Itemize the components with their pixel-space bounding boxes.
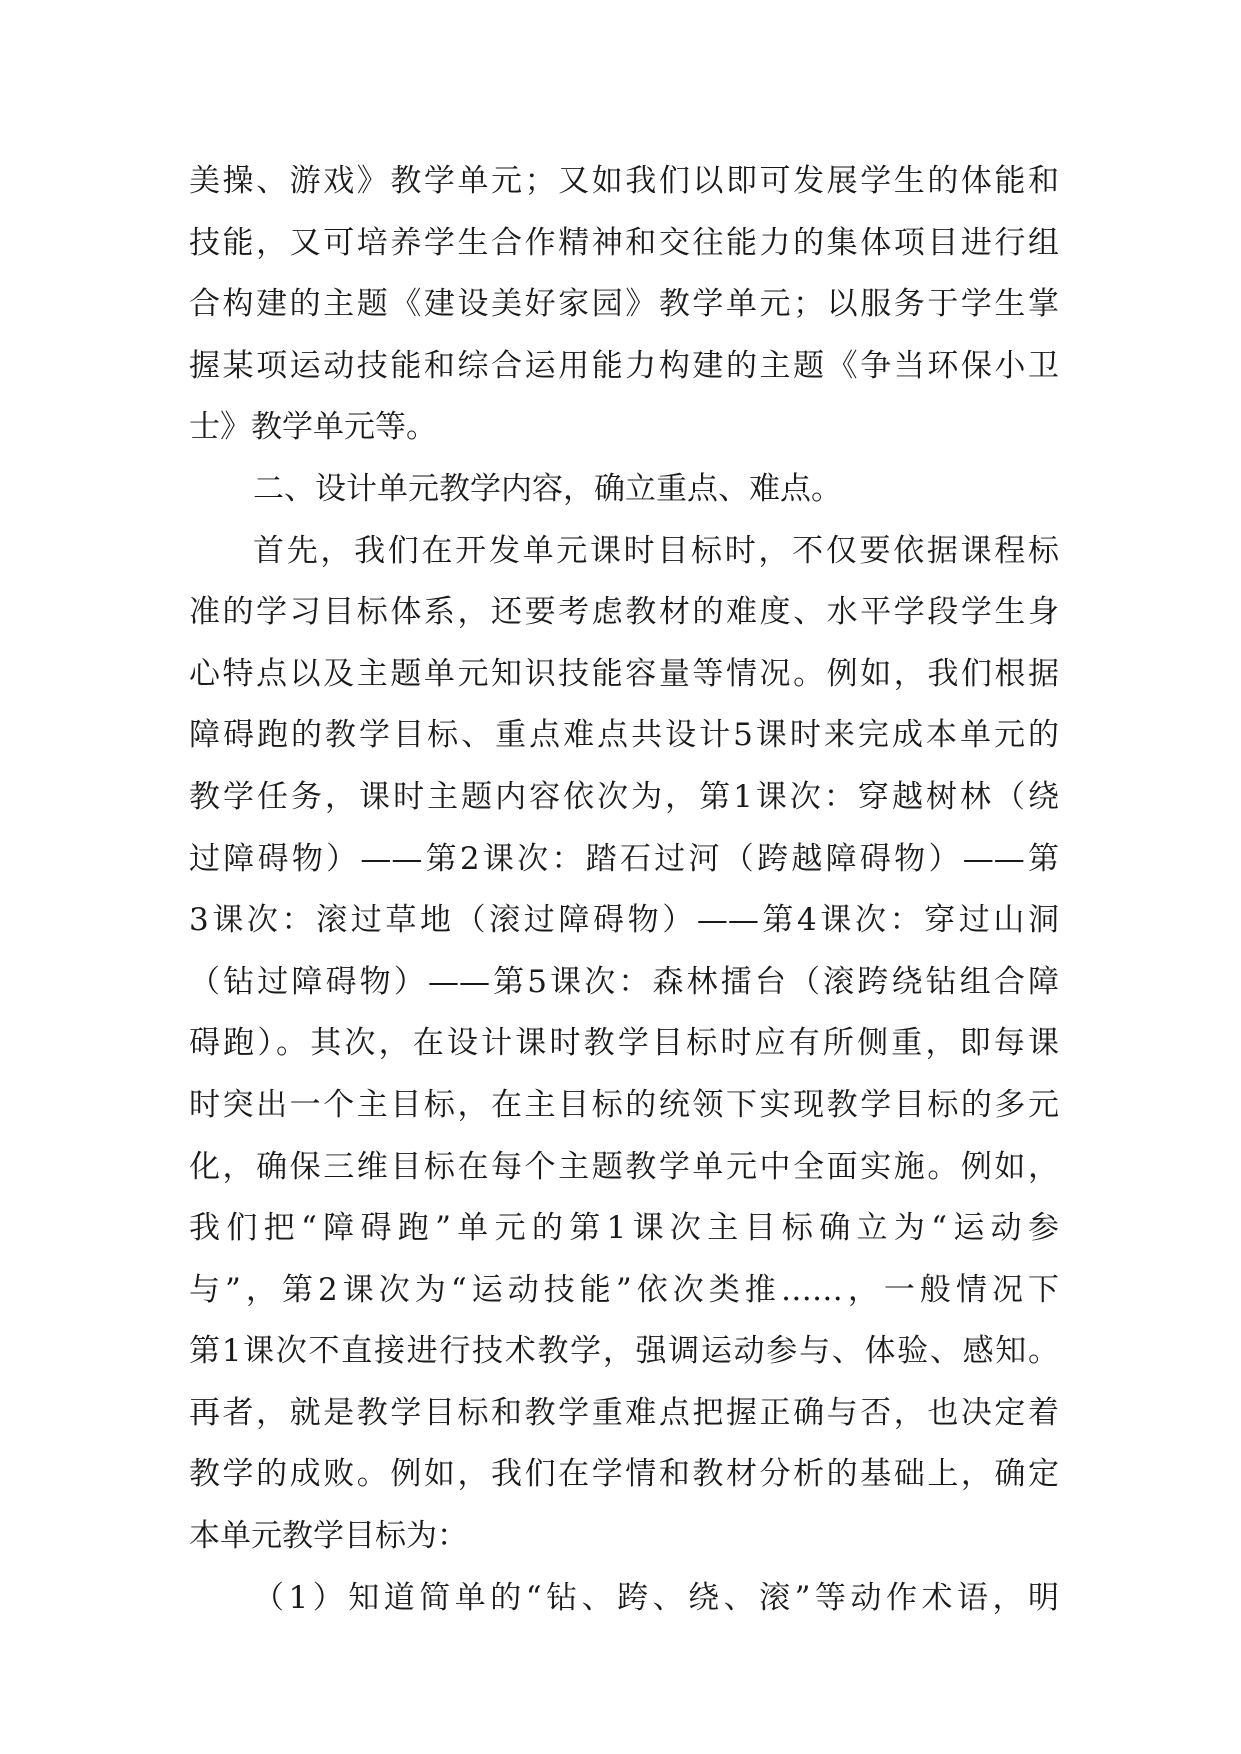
text-line: 握某项运动技能和综合运用能力构建的主题《争当环保小卫: [189, 347, 1059, 384]
text-line: 技能，又可培养学生合作精神和交往能力的集体项目进行组: [189, 224, 1059, 261]
text-line: 时突出一个主目标，在主目标的统领下实现教学目标的多元: [189, 1086, 1059, 1123]
text-line: 碍跑）。其次，在设计课时教学目标时应有所侧重，即每课: [189, 1025, 1059, 1062]
text-line: 再者，就是教学目标和教学重难点把握正确与否，也决定着: [189, 1394, 1059, 1431]
text-line: 教学的成败。例如，我们在学情和教材分析的基础上，确定: [189, 1456, 1059, 1493]
text-line: 美操、游戏》教学单元；又如我们以即可发展学生的体能和: [189, 163, 1059, 199]
text-line: 我们把“障碍跑”单元的第1课次主目标确立为“运动参: [189, 1210, 1059, 1247]
text-line: 教学任务，课时主题内容依次为，第1课次：穿越树林（绕: [189, 778, 1059, 815]
list-item: （1）知道简单的“钻、跨、绕、滚”等动作术语，明: [253, 1579, 1059, 1616]
text-line: 首先，我们在开发单元课时目标时，不仅要依据课程标: [253, 532, 1059, 569]
text-line: 士》教学单元等。: [189, 409, 437, 446]
text-line: 本单元教学目标为：: [189, 1518, 468, 1555]
text-line: 化，确保三维目标在每个主题教学单元中全面实施。例如，: [189, 1148, 1059, 1185]
text-line: 合构建的主题《建设美好家园》教学单元；以服务于学生掌: [189, 286, 1059, 323]
text-line: 过障碍物）——第2课次：踏石过河（跨越障碍物）——第: [189, 840, 1059, 877]
text-line: 与”，第2课次为“运动技能”依次类推……，一般情况下: [189, 1271, 1059, 1308]
text-line: （钻过障碍物）——第5课次：森林擂台（滚跨绕钻组合障: [189, 963, 1059, 1000]
section-heading: 二、设计单元教学内容，确立重点、难点。: [253, 470, 842, 507]
text-line: 第1课次不直接进行技术教学，强调运动参与、体验、感知。: [189, 1333, 1059, 1370]
text-line: 障碍跑的教学目标、重点难点共设计5课时来完成本单元的: [189, 717, 1059, 754]
text-line: 心特点以及主题单元知识技能容量等情况。例如，我们根据: [189, 655, 1059, 692]
text-line: 3课次：滚过草地（滚过障碍物）——第4课次：穿过山洞: [189, 902, 1059, 939]
text-line: 准的学习目标体系，还要考虑教材的难度、水平学段学生身: [189, 594, 1059, 631]
body-text: [189, 151, 1059, 1629]
